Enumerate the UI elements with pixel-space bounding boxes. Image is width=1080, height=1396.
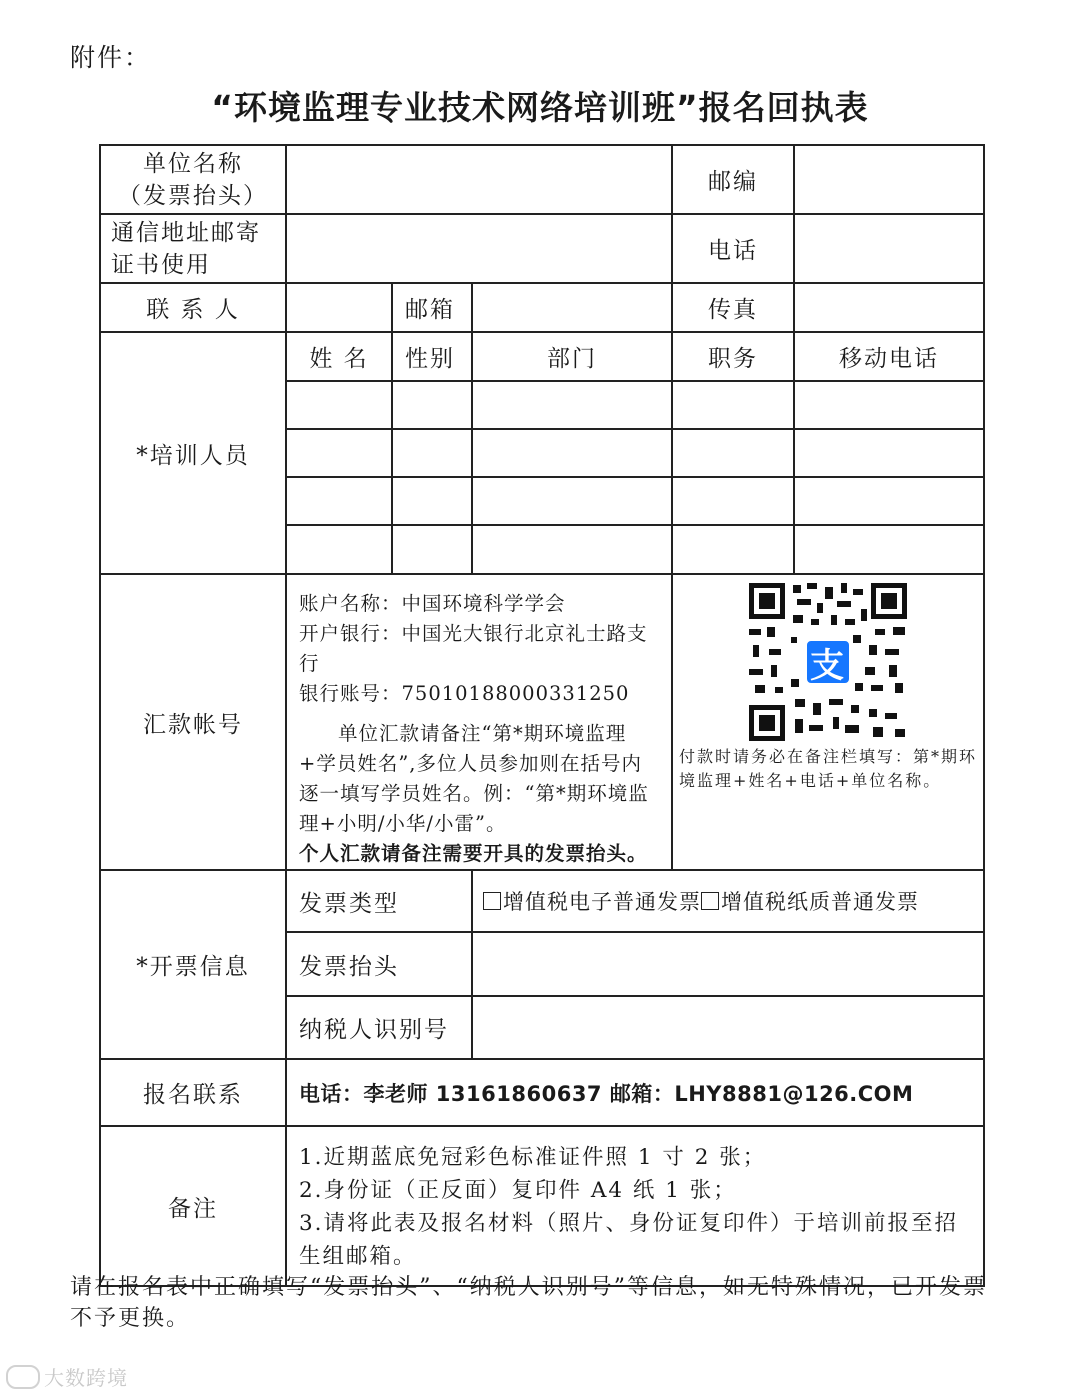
- remark-item: 2.身份证（正反面）复印件 A4 纸 1 张；: [299, 1178, 737, 1203]
- trainee-gender-field[interactable]: [392, 381, 472, 429]
- payment-qr-code: [745, 579, 911, 745]
- footnote: 请在报名表中正确填写“发票抬头”、“纳税人识别号”等信息，如无特殊情况，已开发票不予更换。: [70, 1275, 987, 1331]
- trainee-name-field[interactable]: [286, 429, 392, 477]
- trainee-department-field[interactable]: [472, 477, 672, 525]
- row-registration-contact: [100, 1059, 984, 1126]
- form-title: “环境监理专业技术网络培训班”报名回执表: [211, 88, 869, 127]
- remit-note: 单位汇款请备注“第*期环境监理+学员姓名”,多位人员参加则在括号内逐一填写学员姓名。例：“第*期环境监理+小明/小华/小雷”。: [299, 722, 649, 835]
- trainee-department-field[interactable]: [472, 429, 672, 477]
- trainee-position-field[interactable]: [672, 429, 794, 477]
- row-address: [100, 214, 984, 283]
- contact-label: 联 系 人: [100, 283, 286, 332]
- row-trainee-header: [100, 332, 984, 381]
- postcode-label: 邮编: [672, 145, 794, 214]
- qr-cell: [672, 574, 984, 870]
- bank-name: 开户银行：中国光大银行北京礼士路支行: [299, 622, 648, 675]
- invoice-option-paper[interactable]: [701, 890, 919, 914]
- unit-name-label-line1: 单位名称: [143, 150, 243, 177]
- address-label-line1: 通信地址邮寄: [111, 219, 261, 246]
- trainee-mobile-field[interactable]: [794, 381, 984, 429]
- unit-name-label: [100, 145, 286, 214]
- invoice-title-field[interactable]: [472, 932, 984, 996]
- taxpayer-id-label: 纳税人识别号: [286, 996, 472, 1059]
- remit-label: 汇款帐号: [100, 574, 286, 870]
- email-label: 邮箱: [392, 283, 472, 332]
- col-position: 职务: [672, 332, 794, 381]
- trainee-position-field[interactable]: [672, 381, 794, 429]
- address-label: [100, 214, 286, 283]
- trainee-position-field[interactable]: [672, 525, 794, 574]
- col-gender: 性别: [392, 332, 472, 381]
- row-contact: [100, 283, 984, 332]
- col-mobile: 移动电话: [794, 332, 984, 381]
- watermark-logo-icon: [6, 1365, 40, 1389]
- email-field[interactable]: [472, 283, 672, 332]
- row-remarks: [100, 1126, 984, 1286]
- fax-field[interactable]: [794, 283, 984, 332]
- invoice-label: *开票信息: [100, 870, 286, 1059]
- registration-contact-label: 报名联系: [100, 1059, 286, 1126]
- alipay-icon: 支: [803, 637, 853, 687]
- invoice-option-electronic[interactable]: [483, 890, 701, 914]
- taxpayer-id-field[interactable]: [472, 996, 984, 1059]
- row-remittance: [100, 574, 984, 870]
- checkbox-icon[interactable]: [701, 892, 719, 910]
- invoice-type-label: 发票类型: [286, 870, 472, 932]
- address-label-line2: 证书使用: [111, 251, 211, 278]
- trainee-gender-field[interactable]: [392, 429, 472, 477]
- col-department: 部门: [472, 332, 672, 381]
- trainee-position-field[interactable]: [672, 477, 794, 525]
- row-invoice-type: [100, 870, 984, 932]
- account-number: 银行账号：75010188000331250: [299, 682, 630, 705]
- remarks-content: [286, 1126, 984, 1286]
- invoice-title-label: 发票抬头: [286, 932, 472, 996]
- account-name: 账户名称：中国环境科学学会: [299, 592, 566, 615]
- trainees-label: *培训人员: [100, 332, 286, 574]
- fax-label: 传真: [672, 283, 794, 332]
- trainee-name-field[interactable]: [286, 477, 392, 525]
- unit-name-label-line2: （发票抬头）: [118, 182, 268, 209]
- invoice-option-paper-label: 增值税纸质普通发票: [721, 890, 919, 914]
- trainee-mobile-field[interactable]: [794, 477, 984, 525]
- remit-info: [286, 574, 672, 870]
- contact-field[interactable]: [286, 283, 392, 332]
- col-name: 姓 名: [286, 332, 392, 381]
- registration-contact-value: 电话：李老师 13161860637 邮箱：LHY8881@126.COM: [286, 1059, 984, 1126]
- unit-name-field[interactable]: [286, 145, 672, 214]
- watermark: [6, 1362, 128, 1391]
- trainee-mobile-field[interactable]: [794, 429, 984, 477]
- watermark-text: 大数跨境: [44, 1366, 128, 1390]
- trainee-name-field[interactable]: [286, 525, 392, 574]
- attachment-label: 附件：: [70, 43, 152, 72]
- trainee-mobile-field[interactable]: [794, 525, 984, 574]
- invoice-option-electronic-label: 增值税电子普通发票: [503, 890, 701, 914]
- registration-form-table: [99, 144, 985, 1287]
- invoice-type-options: [472, 870, 984, 932]
- row-unit-name: [100, 145, 984, 214]
- remit-note-bold: 个人汇款请备注需要开具的发票抬头。: [299, 842, 648, 865]
- trainee-department-field[interactable]: [472, 381, 672, 429]
- checkbox-icon[interactable]: [483, 892, 501, 910]
- remark-item: 3.请将此表及报名材料（照片、身份证复印件）于培训前报至招生组邮箱。: [299, 1211, 959, 1269]
- phone-field[interactable]: [794, 214, 984, 283]
- postcode-field[interactable]: [794, 145, 984, 214]
- trainee-gender-field[interactable]: [392, 525, 472, 574]
- remark-item: 1.近期蓝底免冠彩色标准证件照 1 寸 2 张；: [299, 1145, 767, 1170]
- trainee-name-field[interactable]: [286, 381, 392, 429]
- phone-label: 电话: [672, 214, 794, 283]
- address-field[interactable]: [286, 214, 672, 283]
- qr-caption: 付款时请务必在备注栏填写：第*期环境监理+姓名+电话+单位名称。: [679, 747, 978, 790]
- remarks-label: 备注: [100, 1126, 286, 1286]
- trainee-department-field[interactable]: [472, 525, 672, 574]
- trainee-gender-field[interactable]: [392, 477, 472, 525]
